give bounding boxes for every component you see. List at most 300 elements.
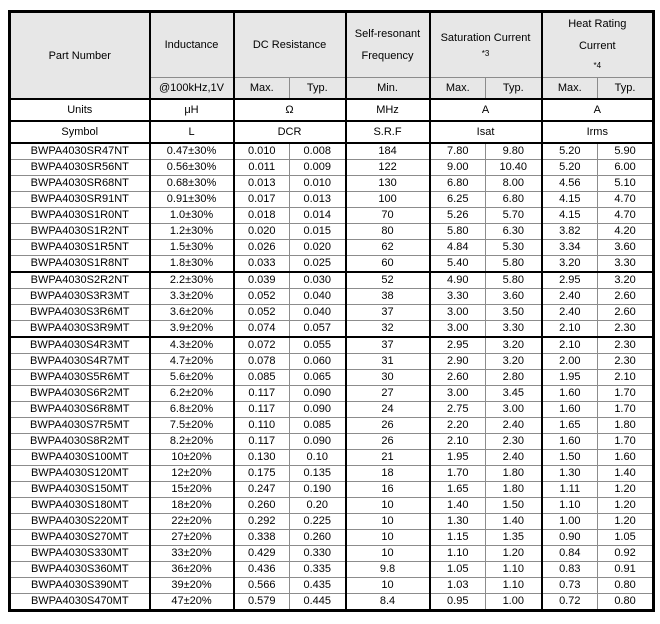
units-irms: A [542, 99, 654, 121]
cell-dcr-typ: 0.020 [290, 240, 346, 256]
cell-isat-max: 1.03 [430, 578, 486, 594]
cell-dcr-max: 0.110 [234, 418, 290, 434]
cell-inductance: 22±20% [150, 514, 234, 530]
cell-irms-typ: 0.80 [598, 594, 654, 611]
cell-irms-typ: 1.20 [598, 482, 654, 498]
cell-dcr-max: 0.020 [234, 224, 290, 240]
cell-isat-typ: 9.80 [486, 143, 542, 160]
cell-part-number: BWPA4030S180MT [10, 498, 150, 514]
cell-irms-max: 4.56 [542, 176, 598, 192]
cell-srf-min: 32 [346, 321, 430, 338]
cell-dcr-typ: 0.260 [290, 530, 346, 546]
cell-srf-min: 10 [346, 546, 430, 562]
header-saturation-footnote: *3 [481, 49, 490, 58]
cell-srf-min: 24 [346, 402, 430, 418]
cell-inductance: 15±20% [150, 482, 234, 498]
symbol-row [10, 121, 654, 143]
cell-inductance: 4.7±20% [150, 354, 234, 370]
cell-isat-max: 2.95 [430, 337, 486, 354]
cell-isat-max: 3.30 [430, 289, 486, 305]
cell-inductance: 0.47±30% [150, 143, 234, 160]
cell-isat-max: 0.95 [430, 594, 486, 611]
cell-srf-min: 130 [346, 176, 430, 192]
table-row [10, 514, 654, 530]
table-row [10, 466, 654, 482]
cell-irms-typ: 4.20 [598, 224, 654, 240]
cell-irms-typ: 2.60 [598, 305, 654, 321]
cell-isat-max: 5.80 [430, 224, 486, 240]
table-row [10, 176, 654, 192]
cell-inductance: 2.2±30% [150, 272, 234, 289]
cell-isat-typ: 3.45 [486, 386, 542, 402]
cell-dcr-max: 0.429 [234, 546, 290, 562]
cell-isat-typ: 5.80 [486, 272, 542, 289]
cell-irms-typ: 3.60 [598, 240, 654, 256]
cell-irms-max: 2.95 [542, 272, 598, 289]
cell-irms-max: 1.30 [542, 466, 598, 482]
cell-dcr-max: 0.260 [234, 498, 290, 514]
header-heat-line1: Heat Rating [568, 18, 627, 30]
header-dc-resistance: DC Resistance [234, 12, 346, 78]
cell-dcr-max: 0.579 [234, 594, 290, 611]
cell-irms-max: 1.95 [542, 370, 598, 386]
cell-isat-typ: 2.40 [486, 418, 542, 434]
cell-srf-min: 10 [346, 498, 430, 514]
table-row [10, 289, 654, 305]
cell-srf-min: 31 [346, 354, 430, 370]
cell-isat-max: 1.40 [430, 498, 486, 514]
table-row [10, 370, 654, 386]
cell-part-number: BWPA4030S2R2NT [10, 272, 150, 289]
cell-dcr-max: 0.010 [234, 143, 290, 160]
cell-isat-typ: 1.00 [486, 594, 542, 611]
cell-isat-max: 1.65 [430, 482, 486, 498]
cell-dcr-typ: 0.435 [290, 578, 346, 594]
cell-dcr-max: 0.052 [234, 305, 290, 321]
cell-isat-typ: 6.30 [486, 224, 542, 240]
cell-srf-min: 70 [346, 208, 430, 224]
subheader-irms-typ: Typ. [598, 78, 654, 100]
cell-irms-typ: 6.00 [598, 160, 654, 176]
cell-part-number: BWPA4030S4R3MT [10, 337, 150, 354]
cell-irms-typ: 4.70 [598, 208, 654, 224]
cell-part-number: BWPA4030S7R5MT [10, 418, 150, 434]
cell-inductance: 4.3±20% [150, 337, 234, 354]
cell-dcr-max: 0.292 [234, 514, 290, 530]
table-row [10, 354, 654, 370]
cell-dcr-typ: 0.010 [290, 176, 346, 192]
cell-irms-typ: 1.20 [598, 514, 654, 530]
cell-isat-max: 2.60 [430, 370, 486, 386]
cell-dcr-typ: 0.335 [290, 562, 346, 578]
cell-part-number: BWPA4030S470MT [10, 594, 150, 611]
cell-isat-typ: 10.40 [486, 160, 542, 176]
units-srf: MHz [346, 99, 430, 121]
cell-srf-min: 8.4 [346, 594, 430, 611]
cell-part-number: BWPA4030S220MT [10, 514, 150, 530]
cell-part-number: BWPA4030S270MT [10, 530, 150, 546]
cell-irms-max: 1.50 [542, 450, 598, 466]
cell-irms-max: 3.82 [542, 224, 598, 240]
table-row [10, 208, 654, 224]
table-row [10, 402, 654, 418]
table-row [10, 192, 654, 208]
cell-isat-typ: 1.50 [486, 498, 542, 514]
cell-part-number: BWPA4030S330MT [10, 546, 150, 562]
cell-srf-min: 37 [346, 305, 430, 321]
cell-dcr-typ: 0.090 [290, 386, 346, 402]
cell-isat-typ: 8.00 [486, 176, 542, 192]
cell-dcr-typ: 0.015 [290, 224, 346, 240]
cell-inductance: 6.8±20% [150, 402, 234, 418]
cell-dcr-max: 0.117 [234, 434, 290, 450]
cell-dcr-typ: 0.057 [290, 321, 346, 338]
cell-irms-typ: 1.60 [598, 450, 654, 466]
cell-dcr-typ: 0.20 [290, 498, 346, 514]
cell-isat-typ: 3.60 [486, 289, 542, 305]
cell-srf-min: 21 [346, 450, 430, 466]
header-heat-footnote: *4 [593, 61, 602, 70]
header-heat-line2: Current [578, 40, 616, 52]
cell-irms-typ: 5.90 [598, 143, 654, 160]
cell-part-number: BWPA4030SR68NT [10, 176, 150, 192]
table-row [10, 386, 654, 402]
cell-irms-typ: 3.20 [598, 272, 654, 289]
cell-part-number: BWPA4030S1R0NT [10, 208, 150, 224]
cell-irms-max: 4.15 [542, 192, 598, 208]
cell-isat-typ: 1.10 [486, 578, 542, 594]
cell-isat-typ: 6.80 [486, 192, 542, 208]
cell-dcr-max: 0.117 [234, 386, 290, 402]
cell-isat-max: 6.80 [430, 176, 486, 192]
cell-srf-min: 10 [346, 530, 430, 546]
cell-part-number: BWPA4030S390MT [10, 578, 150, 594]
cell-dcr-max: 0.247 [234, 482, 290, 498]
cell-irms-typ: 1.70 [598, 386, 654, 402]
cell-dcr-max: 0.074 [234, 321, 290, 338]
cell-isat-typ: 3.20 [486, 337, 542, 354]
table-row [10, 546, 654, 562]
cell-inductance: 12±20% [150, 466, 234, 482]
cell-irms-max: 0.84 [542, 546, 598, 562]
table-row [10, 305, 654, 321]
cell-isat-max: 3.00 [430, 305, 486, 321]
cell-dcr-max: 0.130 [234, 450, 290, 466]
header-row-main [10, 12, 654, 78]
cell-isat-typ: 1.20 [486, 546, 542, 562]
cell-irms-typ: 1.05 [598, 530, 654, 546]
units-label: Units [10, 99, 150, 121]
cell-part-number: BWPA4030S150MT [10, 482, 150, 498]
cell-srf-min: 27 [346, 386, 430, 402]
cell-dcr-typ: 0.225 [290, 514, 346, 530]
cell-inductance: 0.91±30% [150, 192, 234, 208]
cell-irms-max: 4.15 [542, 208, 598, 224]
symbol-irms: Irms [542, 121, 654, 143]
cell-irms-typ: 1.70 [598, 434, 654, 450]
cell-isat-typ: 1.10 [486, 562, 542, 578]
header-heat-rating-current [542, 12, 654, 78]
cell-isat-typ: 3.20 [486, 354, 542, 370]
cell-dcr-typ: 0.013 [290, 192, 346, 208]
cell-isat-max: 1.10 [430, 546, 486, 562]
cell-srf-min: 38 [346, 289, 430, 305]
cell-srf-min: 60 [346, 256, 430, 273]
header-srf-gap [348, 41, 428, 50]
subheader-srf-min: Min. [346, 78, 430, 100]
cell-inductance: 1.8±30% [150, 256, 234, 273]
cell-dcr-max: 0.085 [234, 370, 290, 386]
header-self-resonant-frequency [346, 12, 430, 78]
cell-irms-max: 0.72 [542, 594, 598, 611]
cell-inductance: 1.5±30% [150, 240, 234, 256]
cell-dcr-typ: 0.085 [290, 418, 346, 434]
cell-dcr-max: 0.052 [234, 289, 290, 305]
cell-dcr-typ: 0.135 [290, 466, 346, 482]
units-dcr: Ω [234, 99, 346, 121]
cell-part-number: BWPA4030S100MT [10, 450, 150, 466]
cell-isat-max: 1.05 [430, 562, 486, 578]
table-row [10, 578, 654, 594]
cell-inductance: 10±20% [150, 450, 234, 466]
cell-irms-typ: 2.30 [598, 354, 654, 370]
header-srf-line1: Self-resonant [354, 27, 421, 40]
header-saturation-current [430, 12, 542, 78]
cell-srf-min: 26 [346, 418, 430, 434]
subheader-inductance-condition: @100kHz,1V [150, 78, 234, 100]
cell-dcr-typ: 0.009 [290, 160, 346, 176]
cell-inductance: 1.0±30% [150, 208, 234, 224]
cell-irms-max: 1.10 [542, 498, 598, 514]
cell-srf-min: 80 [346, 224, 430, 240]
cell-inductance: 3.3±20% [150, 289, 234, 305]
cell-part-number: BWPA4030SR56NT [10, 160, 150, 176]
header-saturation-label: Saturation Current [440, 32, 531, 44]
subheader-isat-typ: Typ. [486, 78, 542, 100]
cell-dcr-max: 0.117 [234, 402, 290, 418]
cell-dcr-typ: 0.060 [290, 354, 346, 370]
spec-table [8, 10, 655, 612]
header-inductance: Inductance [150, 12, 234, 78]
cell-irms-typ: 4.70 [598, 192, 654, 208]
cell-dcr-typ: 0.190 [290, 482, 346, 498]
cell-irms-typ: 2.30 [598, 337, 654, 354]
cell-dcr-max: 0.033 [234, 256, 290, 273]
cell-irms-max: 1.60 [542, 402, 598, 418]
cell-irms-typ: 1.80 [598, 418, 654, 434]
cell-irms-max: 0.73 [542, 578, 598, 594]
cell-isat-max: 7.80 [430, 143, 486, 160]
cell-isat-typ: 5.80 [486, 256, 542, 273]
cell-dcr-typ: 0.030 [290, 272, 346, 289]
cell-srf-min: 52 [346, 272, 430, 289]
cell-irms-max: 0.90 [542, 530, 598, 546]
cell-part-number: BWPA4030S5R6MT [10, 370, 150, 386]
cell-isat-typ: 1.40 [486, 514, 542, 530]
cell-irms-max: 1.60 [542, 386, 598, 402]
cell-dcr-typ: 0.008 [290, 143, 346, 160]
header-srf-line2: Frequency [361, 49, 414, 62]
cell-srf-min: 26 [346, 434, 430, 450]
cell-part-number: BWPA4030SR47NT [10, 143, 150, 160]
cell-isat-max: 2.90 [430, 354, 486, 370]
cell-isat-max: 5.26 [430, 208, 486, 224]
cell-dcr-typ: 0.055 [290, 337, 346, 354]
cell-isat-typ: 2.30 [486, 434, 542, 450]
cell-irms-max: 2.00 [542, 354, 598, 370]
cell-inductance: 36±20% [150, 562, 234, 578]
subheader-dcr-max: Max. [234, 78, 290, 100]
cell-isat-typ: 3.50 [486, 305, 542, 321]
cell-srf-min: 16 [346, 482, 430, 498]
table-row [10, 143, 654, 160]
cell-dcr-typ: 0.040 [290, 289, 346, 305]
cell-dcr-max: 0.078 [234, 354, 290, 370]
cell-irms-max: 5.20 [542, 160, 598, 176]
cell-irms-max: 1.00 [542, 514, 598, 530]
table-row [10, 418, 654, 434]
cell-part-number: BWPA4030SR91NT [10, 192, 150, 208]
cell-isat-typ: 2.40 [486, 450, 542, 466]
cell-isat-typ: 3.00 [486, 402, 542, 418]
cell-dcr-max: 0.338 [234, 530, 290, 546]
cell-irms-max: 3.20 [542, 256, 598, 273]
cell-irms-typ: 1.20 [598, 498, 654, 514]
cell-dcr-typ: 0.025 [290, 256, 346, 273]
cell-isat-typ: 1.80 [486, 482, 542, 498]
cell-irms-max: 2.10 [542, 337, 598, 354]
cell-dcr-typ: 0.330 [290, 546, 346, 562]
cell-srf-min: 122 [346, 160, 430, 176]
cell-irms-typ: 2.10 [598, 370, 654, 386]
cell-isat-max: 9.00 [430, 160, 486, 176]
cell-isat-typ: 5.70 [486, 208, 542, 224]
table-row [10, 482, 654, 498]
cell-dcr-typ: 0.090 [290, 402, 346, 418]
cell-irms-max: 1.65 [542, 418, 598, 434]
cell-irms-max: 2.40 [542, 289, 598, 305]
table-row [10, 240, 654, 256]
symbol-srf: S.R.F [346, 121, 430, 143]
cell-dcr-typ: 0.040 [290, 305, 346, 321]
header-part-number: Part Number [10, 12, 150, 100]
cell-dcr-max: 0.026 [234, 240, 290, 256]
cell-inductance: 1.2±30% [150, 224, 234, 240]
table-row [10, 498, 654, 514]
cell-part-number: BWPA4030S360MT [10, 562, 150, 578]
cell-irms-max: 0.83 [542, 562, 598, 578]
cell-isat-max: 1.15 [430, 530, 486, 546]
cell-dcr-typ: 0.090 [290, 434, 346, 450]
cell-dcr-max: 0.436 [234, 562, 290, 578]
table-row [10, 160, 654, 176]
cell-dcr-max: 0.018 [234, 208, 290, 224]
cell-inductance: 3.9±20% [150, 321, 234, 338]
subheader-dcr-typ: Typ. [290, 78, 346, 100]
units-row [10, 99, 654, 121]
cell-isat-max: 3.00 [430, 321, 486, 338]
cell-part-number: BWPA4030S3R3MT [10, 289, 150, 305]
table-header [10, 12, 654, 100]
cell-dcr-max: 0.175 [234, 466, 290, 482]
header-heat-gap [544, 31, 652, 40]
cell-dcr-typ: 0.014 [290, 208, 346, 224]
cell-inductance: 27±20% [150, 530, 234, 546]
symbol-label: Symbol [10, 121, 150, 143]
cell-isat-max: 1.70 [430, 466, 486, 482]
units-isat: A [430, 99, 542, 121]
symbol-isat: Isat [430, 121, 542, 143]
symbol-inductance: L [150, 121, 234, 143]
cell-dcr-max: 0.013 [234, 176, 290, 192]
cell-irms-typ: 1.70 [598, 402, 654, 418]
cell-inductance: 39±20% [150, 578, 234, 594]
table-row [10, 434, 654, 450]
cell-irms-typ: 3.30 [598, 256, 654, 273]
cell-isat-typ: 2.80 [486, 370, 542, 386]
cell-srf-min: 37 [346, 337, 430, 354]
cell-isat-max: 2.10 [430, 434, 486, 450]
cell-inductance: 47±20% [150, 594, 234, 611]
cell-inductance: 0.56±30% [150, 160, 234, 176]
cell-inductance: 18±20% [150, 498, 234, 514]
cell-part-number: BWPA4030S8R2MT [10, 434, 150, 450]
cell-dcr-typ: 0.065 [290, 370, 346, 386]
cell-irms-max: 3.34 [542, 240, 598, 256]
cell-part-number: BWPA4030S1R8NT [10, 256, 150, 273]
cell-dcr-typ: 0.10 [290, 450, 346, 466]
cell-irms-typ: 0.92 [598, 546, 654, 562]
cell-isat-typ: 1.80 [486, 466, 542, 482]
cell-inductance: 3.6±20% [150, 305, 234, 321]
cell-dcr-max: 0.072 [234, 337, 290, 354]
cell-part-number: BWPA4030S4R7MT [10, 354, 150, 370]
cell-inductance: 5.6±20% [150, 370, 234, 386]
cell-irms-typ: 0.80 [598, 578, 654, 594]
table-row [10, 530, 654, 546]
cell-dcr-typ: 0.445 [290, 594, 346, 611]
cell-part-number: BWPA4030S1R2NT [10, 224, 150, 240]
cell-isat-max: 2.75 [430, 402, 486, 418]
cell-irms-max: 2.10 [542, 321, 598, 338]
cell-irms-typ: 2.30 [598, 321, 654, 338]
cell-irms-typ: 0.91 [598, 562, 654, 578]
cell-isat-typ: 5.30 [486, 240, 542, 256]
table-row [10, 562, 654, 578]
cell-isat-max: 2.20 [430, 418, 486, 434]
table-row [10, 450, 654, 466]
cell-irms-typ: 2.60 [598, 289, 654, 305]
cell-inductance: 6.2±20% [150, 386, 234, 402]
cell-srf-min: 9.8 [346, 562, 430, 578]
cell-srf-min: 62 [346, 240, 430, 256]
cell-isat-max: 1.30 [430, 514, 486, 530]
cell-inductance: 7.5±20% [150, 418, 234, 434]
cell-srf-min: 10 [346, 514, 430, 530]
table-row [10, 256, 654, 273]
cell-isat-max: 4.84 [430, 240, 486, 256]
cell-isat-max: 3.00 [430, 386, 486, 402]
cell-part-number: BWPA4030S3R6MT [10, 305, 150, 321]
cell-dcr-max: 0.011 [234, 160, 290, 176]
cell-srf-min: 184 [346, 143, 430, 160]
cell-inductance: 0.68±30% [150, 176, 234, 192]
table-row [10, 224, 654, 240]
cell-part-number: BWPA4030S6R8MT [10, 402, 150, 418]
subheader-isat-max: Max. [430, 78, 486, 100]
cell-irms-max: 1.11 [542, 482, 598, 498]
units-inductance: μH [150, 99, 234, 121]
